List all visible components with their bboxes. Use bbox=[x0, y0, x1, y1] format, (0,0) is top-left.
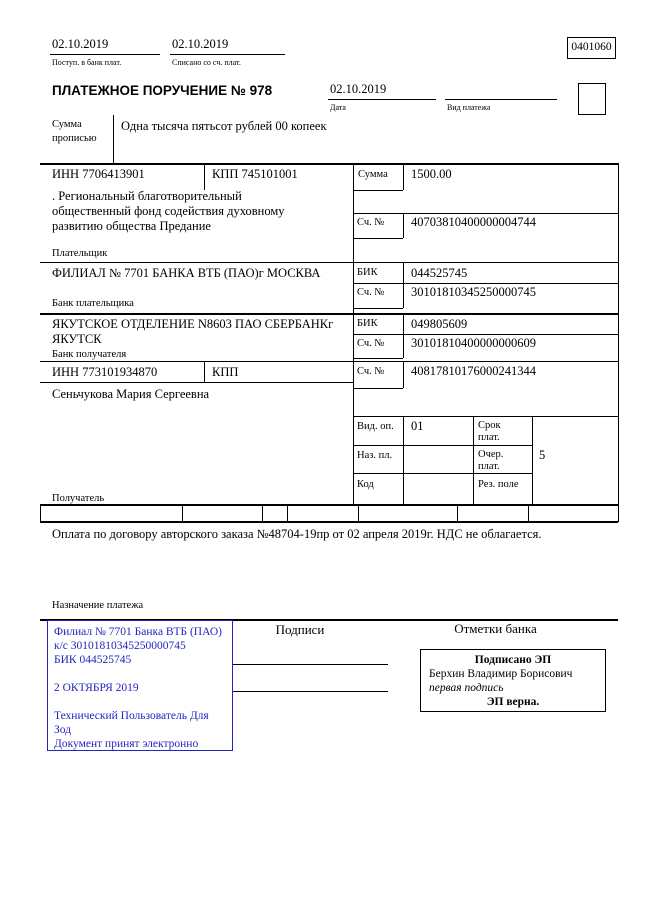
payer-account-label: Сч. № bbox=[357, 217, 385, 228]
debited-from-account-date: 02.10.2019 bbox=[172, 37, 229, 51]
rule bbox=[353, 308, 403, 309]
signatures-label: Подписи bbox=[275, 622, 325, 637]
rule bbox=[204, 163, 205, 190]
amount-words-label-2: прописью bbox=[52, 133, 97, 144]
rule bbox=[403, 213, 404, 238]
rule bbox=[353, 334, 618, 335]
rule bbox=[403, 361, 404, 388]
bank-note-line: 2 ОКТЯБРЯ 2019 bbox=[54, 682, 139, 694]
signature-line bbox=[232, 664, 388, 665]
rule bbox=[40, 262, 618, 263]
payer-bank-account: 30101810345250000745 bbox=[411, 285, 536, 299]
stamp-signed-label: Подписано ЭП bbox=[474, 654, 552, 666]
payee-bank-bik-label: БИК bbox=[357, 318, 378, 329]
bank-marks-label: Отметки банка bbox=[454, 621, 537, 636]
document-title: ПЛАТЕЖНОЕ ПОРУЧЕНИЕ № 978 bbox=[52, 83, 273, 98]
received-in-bank-date: 02.10.2019 bbox=[52, 37, 109, 51]
rule bbox=[353, 283, 618, 284]
payer-label: Плательщик bbox=[52, 248, 108, 259]
priority-value: 5 bbox=[539, 448, 546, 462]
rule bbox=[353, 213, 618, 214]
rule bbox=[353, 190, 403, 191]
date-label: Дата bbox=[330, 103, 346, 112]
rule bbox=[403, 262, 404, 308]
rule bbox=[328, 99, 436, 100]
bank-note-line: Зод bbox=[54, 724, 72, 736]
payee-bank-name-line: ЯКУТСК bbox=[52, 332, 102, 346]
form-code-box: 0401060 bbox=[567, 37, 616, 59]
priority-label: Очер. плат. bbox=[478, 449, 504, 472]
payee-bank-bik: 049805609 bbox=[411, 317, 468, 331]
electronic-signature-stamp bbox=[420, 649, 606, 712]
rule bbox=[445, 99, 557, 100]
stamp-valid-label: ЭП верна. bbox=[486, 696, 540, 708]
rule bbox=[170, 54, 285, 55]
op-type-label: Вид. оп. bbox=[357, 421, 394, 432]
rule bbox=[40, 313, 618, 315]
payee-kpp-label: КПП bbox=[212, 365, 239, 379]
bank-note-line: Технический Пользователь Для bbox=[54, 710, 209, 722]
payee-label: Получатель bbox=[52, 493, 105, 504]
reserve-field-label: Рез. поле bbox=[478, 479, 519, 490]
rule bbox=[358, 504, 359, 522]
rule bbox=[532, 416, 533, 504]
payee-name: Сеньчукова Мария Сергеевна bbox=[52, 387, 210, 401]
rule bbox=[353, 238, 403, 239]
payee-inn: ИНН 773101934870 bbox=[52, 365, 158, 379]
rule bbox=[262, 504, 263, 522]
rule bbox=[182, 504, 183, 522]
payee-bank-label: Банк получателя bbox=[52, 349, 127, 360]
op-type-value: 01 bbox=[411, 419, 424, 433]
rule bbox=[353, 388, 403, 389]
rule bbox=[403, 313, 404, 358]
document-date: 02.10.2019 bbox=[330, 82, 387, 96]
signature-line bbox=[232, 691, 388, 692]
rule bbox=[528, 504, 529, 522]
payer-name-line: общественный фонд содействия духовному bbox=[52, 204, 285, 218]
rule bbox=[618, 504, 619, 522]
rule bbox=[457, 504, 458, 522]
payee-account: 40817810176000241344 bbox=[411, 364, 536, 378]
amount-words-value: Одна тысяча пятьсот рублей 00 копеек bbox=[121, 119, 327, 133]
rule bbox=[40, 504, 41, 522]
rule bbox=[403, 163, 404, 190]
payment-purpose-code-label: Наз. пл. bbox=[357, 450, 393, 461]
sum-label: Сумма bbox=[358, 169, 388, 180]
payee-bank-account-label: Сч. № bbox=[357, 338, 385, 349]
code-label: Код bbox=[357, 479, 374, 490]
rule bbox=[353, 445, 532, 446]
payer-bank-label: Банк плательщика bbox=[52, 298, 134, 309]
rule bbox=[353, 358, 403, 359]
payer-name-line: . Региональный благотворительный bbox=[52, 189, 242, 203]
payer-bank-bik-label: БИК bbox=[357, 267, 378, 278]
payer-name-line: развитию общества Предание bbox=[52, 219, 211, 233]
bank-electronic-note bbox=[47, 620, 233, 751]
rule bbox=[287, 504, 288, 522]
bank-note-line: БИК 044525745 bbox=[54, 654, 132, 666]
payment-type-box bbox=[578, 83, 606, 115]
rule bbox=[353, 473, 532, 474]
bank-note-line: к/с 30101810345250000745 bbox=[54, 640, 186, 652]
stamp-signer-name: Берхин Владимир Борисович bbox=[429, 668, 573, 680]
stamp-first-signature-label: первая подпись bbox=[429, 682, 504, 694]
rule bbox=[40, 361, 618, 362]
rule bbox=[353, 163, 354, 504]
payer-inn: ИНН 7706413901 bbox=[52, 167, 145, 181]
rule bbox=[403, 416, 404, 504]
rule bbox=[204, 361, 205, 382]
payment-term-label: Срок плат. bbox=[478, 420, 501, 443]
rule bbox=[40, 382, 353, 383]
sum-value: 1500.00 bbox=[411, 167, 452, 181]
bank-note-spacer bbox=[54, 667, 232, 681]
payee-bank-account: 30101810400000000609 bbox=[411, 336, 536, 350]
debited-from-account-label: Списано со сч. плат. bbox=[172, 58, 241, 67]
payee-bank-name-line: ЯКУТСКОЕ ОТДЕЛЕНИЕ N8603 ПАО СБЕРБАНКг bbox=[52, 317, 334, 331]
payment-purpose-label: Назначение платежа bbox=[52, 600, 144, 611]
payment-type-label: Вид платежа bbox=[447, 103, 491, 112]
rule bbox=[40, 521, 618, 523]
rule bbox=[473, 416, 474, 504]
bank-note-spacer bbox=[54, 695, 232, 709]
payer-kpp: КПП 745101001 bbox=[212, 167, 298, 181]
rule bbox=[40, 163, 618, 165]
rule bbox=[353, 416, 618, 417]
payer-bank-name: ФИЛИАЛ № 7701 БАНКА ВТБ (ПАО)г МОСКВА bbox=[52, 266, 321, 280]
rule bbox=[618, 163, 619, 504]
bank-note-line: Документ принят электронно bbox=[54, 738, 199, 750]
received-in-bank-label: Поступ. в банк плат. bbox=[52, 58, 122, 67]
bank-note-line: Филиал № 7701 Банка ВТБ (ПАО) bbox=[54, 626, 222, 638]
payment-purpose-text: Оплата по договору авторского заказа №48704-19пр от 02 апреля 2019г. НДС не облагается. bbox=[52, 527, 542, 541]
payer-bank-account-label: Сч. № bbox=[357, 287, 385, 298]
rule bbox=[50, 54, 160, 55]
payer-bank-bik: 044525745 bbox=[411, 266, 468, 280]
rule bbox=[40, 504, 618, 506]
payer-account: 40703810400000004744 bbox=[411, 215, 536, 229]
rule bbox=[113, 115, 114, 163]
payee-account-label: Сч. № bbox=[357, 366, 385, 377]
amount-words-label-1: Сумма bbox=[52, 119, 82, 130]
